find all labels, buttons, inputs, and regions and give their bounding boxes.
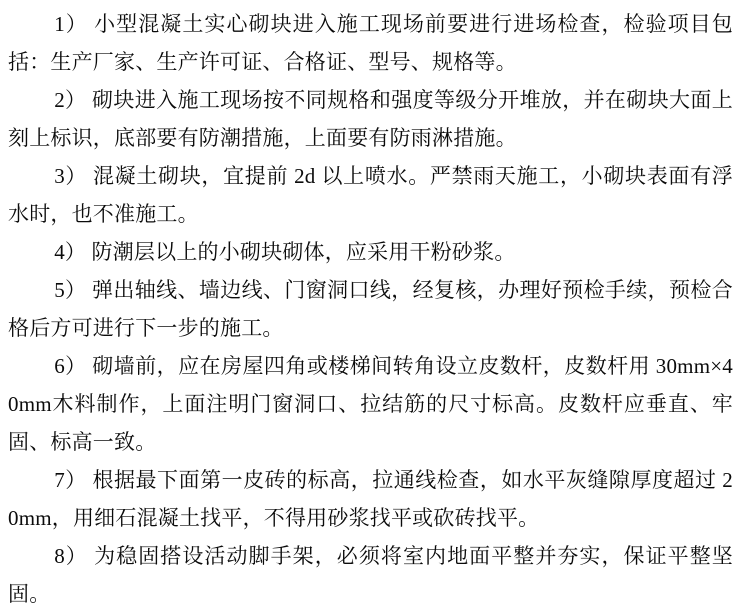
list-item-7: 7） 根据最下面第一皮砖的标高，拉通线检查，如水平灰缝隙厚度超过 20mm，用细石混凝土找平，不得用砂浆找平或砍砖找平。 — [8, 468, 733, 530]
list-item-3: 3） 混凝土砌块，宜提前 2d 以上喷水。严禁雨天施工，小砌块表面有浮水时，也不准施工。 — [8, 164, 733, 226]
list-item-5: 5） 弹出轴线、墙边线、门窗洞口线，经复核，办理好预检手续，预检合格后方可进行下一步的施工。 — [8, 278, 733, 340]
list-item-2: 2） 砌块进入施工现场按不同规格和强度等级分开堆放，并在砌块大面上刻上标识，底部要有防潮措施，上面要有防雨淋措施。 — [8, 88, 733, 150]
list-item-6: 6） 砌墙前，应在房屋四角或楼梯间转角设立皮数杆，皮数杆用 30mm×40mm木料制作，上面注明门窗洞口、拉结筋的尺寸标高。皮数杆应垂直、牢固、标高一致。 — [8, 354, 733, 454]
list-item-1: 1） 小型混凝土实心砌块进入施工现场前要进行进场检查，检验项目包括：生产厂家、生产许可证、合格证、型号、规格等。 — [8, 12, 733, 74]
list-item-4: 4） 防潮层以上的小砌块砌体，应采用干粉砂浆。 — [54, 240, 516, 264]
list-item-8: 8） 为稳固搭设活动脚手架，必须将室内地面平整并夯实，保证平整坚固。 — [8, 544, 733, 606]
